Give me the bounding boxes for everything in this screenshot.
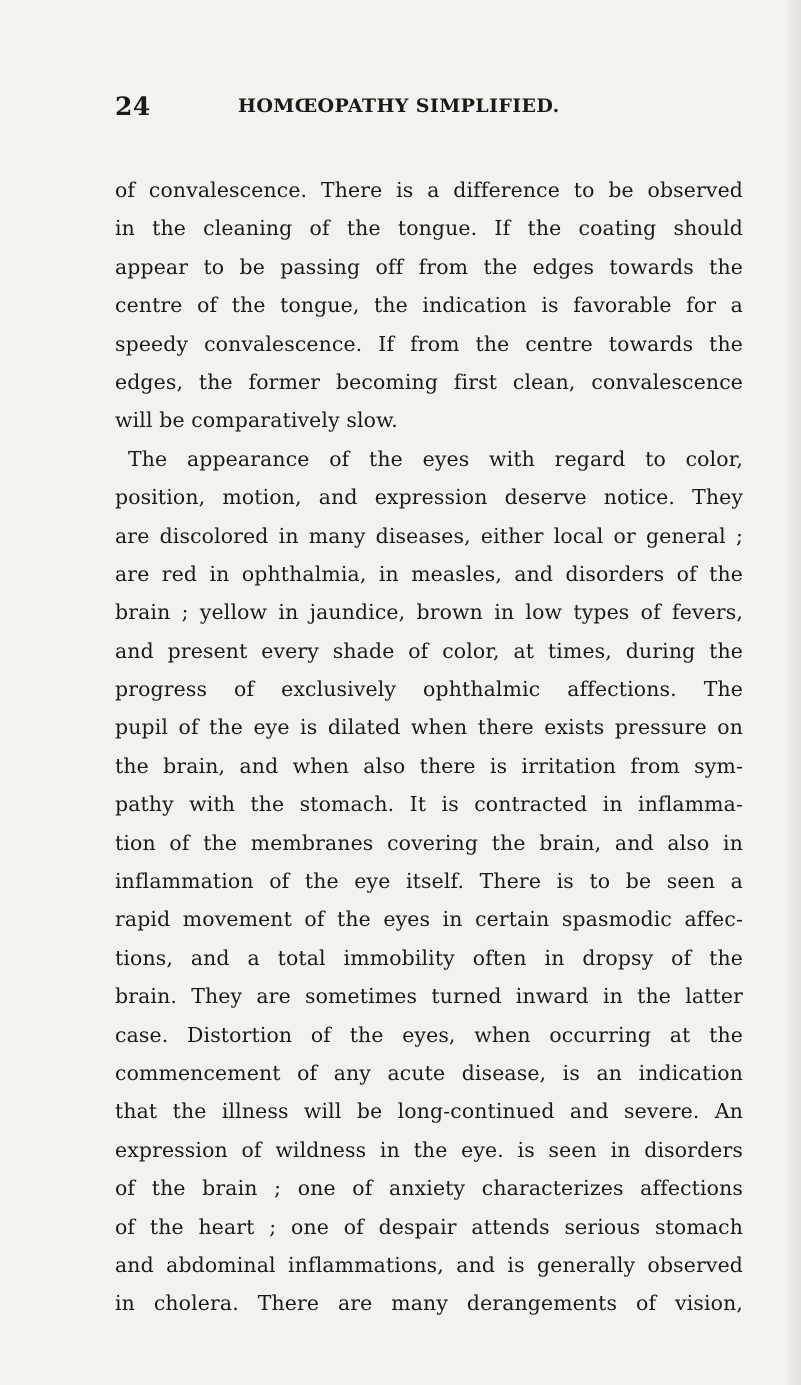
text-line: will be comparatively slow.: [115, 408, 398, 433]
text-line: pathy with the stomach. It is contracted in inflamma-: [115, 792, 743, 817]
text-line: position, motion, and expression deserve notice. They: [115, 485, 743, 510]
text-line: that the illness will be long-continued and severe. An: [115, 1099, 743, 1124]
text-line: edges, the former becoming first clean, convalescence: [115, 369, 743, 394]
text-line: tion of the membranes covering the brain, and also in: [115, 830, 743, 855]
text-line: are discolored in many diseases, either local or general ;: [115, 523, 743, 548]
text-line: brain ; yellow in jaundice, brown in low types of fevers,: [115, 600, 743, 625]
text-line: of the brain ; one of anxiety characterizes affections: [115, 1176, 743, 1201]
text-line: of the heart ; one of despair attends serious stomach: [115, 1214, 743, 1239]
text-line: in cholera. There are many derangements of vision,: [115, 1291, 743, 1316]
text-line: speedy convalescence. If from the centre towards the: [115, 331, 743, 356]
page-header: [115, 92, 740, 132]
text-line: The appearance of the eyes with regard to color,: [128, 446, 743, 471]
text-line: appear to be passing off from the edges towards the: [115, 254, 743, 279]
text-line: of convalescence. There is a difference to be observed: [115, 178, 743, 202]
text-line: tions, and a total immobility often in dropsy of the: [115, 945, 743, 970]
running-title: HOMŒOPATHY SIMPLIFIED.: [238, 95, 560, 117]
text-line: and present every shade of color, at times, during the: [115, 638, 743, 663]
text-line: and abdominal inflammations, and is generally observed: [115, 1252, 743, 1277]
text-line: progress of exclusively ophthalmic affections. The: [115, 677, 743, 702]
text-line: rapid movement of the eyes in certain spasmodic affec-: [115, 907, 743, 932]
body-text: [115, 171, 743, 1323]
text-line: are red in ophthalmia, in measles, and disorders of the: [115, 561, 743, 586]
text-line: the brain, and when also there is irritation from sym-: [115, 753, 743, 778]
text-line: inflammation of the eye itself. There is to be seen a: [115, 869, 743, 894]
text-line: in the cleaning of the tongue. If the coating should: [115, 216, 743, 241]
text-line: case. Distortion of the eyes, when occurring at the: [115, 1022, 743, 1047]
page-number: 24: [115, 92, 151, 121]
page-edge: [787, 0, 801, 1385]
text-line: pupil of the eye is dilated when there exists pressure on: [115, 715, 743, 740]
text-line: expression of wildness in the eye. is seen in disorders: [115, 1137, 743, 1162]
text-line: brain. They are sometimes turned inward in the latter: [115, 984, 743, 1009]
text-line: commencement of any acute disease, is an indication: [115, 1060, 743, 1085]
text-line: centre of the tongue, the indication is favorable for a: [115, 293, 743, 318]
